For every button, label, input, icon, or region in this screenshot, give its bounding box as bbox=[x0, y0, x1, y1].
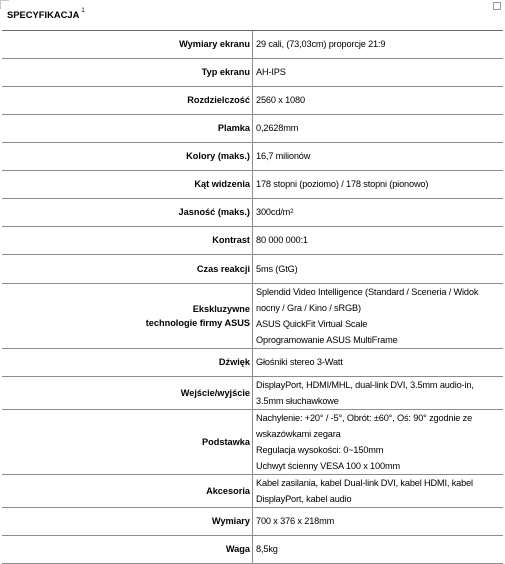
spec-value bbox=[256, 64, 503, 80]
table-row bbox=[2, 535, 503, 563]
table-row bbox=[2, 226, 503, 254]
spec-value-text: Regulacja wysokości: 0~150mm bbox=[256, 444, 384, 455]
spec-value bbox=[256, 316, 503, 332]
spec-label-cell bbox=[2, 58, 253, 86]
spec-value-text: 700 x 376 x 218mm bbox=[256, 516, 335, 526]
spec-label-cell bbox=[2, 474, 253, 507]
spec-label: technologie firmy ASUS bbox=[145, 317, 250, 328]
spec-label: Wejście/wyjście bbox=[180, 387, 250, 398]
spec-value bbox=[256, 513, 503, 529]
spec-label-cell bbox=[2, 198, 253, 226]
spec-value-cell bbox=[253, 409, 504, 474]
spec-label-cell bbox=[2, 507, 253, 535]
spec-label: Kolory (maks.) bbox=[186, 151, 250, 161]
spec-value bbox=[256, 176, 503, 192]
spec-label-cell bbox=[2, 376, 253, 409]
spec-label: Czas reakcji bbox=[196, 263, 250, 274]
spec-value-cell bbox=[253, 254, 504, 283]
table-row bbox=[2, 114, 503, 142]
spec-value bbox=[256, 232, 503, 248]
spec-value-text: Kabel zasilania, kabel Dual-link DVI, kabel HDMI, kabel DisplayPort, kabel audio bbox=[256, 477, 473, 504]
table-row bbox=[2, 58, 503, 86]
spec-value-cell bbox=[253, 474, 504, 507]
spec-value-text: Głośniki stereo 3-Watt bbox=[256, 357, 343, 367]
unit-superscript: 2 bbox=[290, 209, 294, 215]
spec-value-cell bbox=[253, 170, 504, 198]
spec-label-cell bbox=[2, 170, 253, 198]
spec-label-cell bbox=[2, 86, 253, 114]
spec-value bbox=[256, 377, 503, 409]
spec-table bbox=[2, 0, 503, 564]
table-row bbox=[2, 474, 503, 507]
spec-label: Wymiary bbox=[211, 516, 250, 526]
spec-value-text: AH-IPS bbox=[256, 67, 286, 77]
spec-value bbox=[256, 148, 503, 164]
table-row bbox=[2, 348, 503, 376]
spec-label-cell bbox=[2, 114, 253, 142]
spec-body bbox=[2, 30, 503, 563]
spec-value bbox=[256, 475, 503, 507]
spec-label: Rozdzielczość bbox=[187, 95, 250, 105]
spec-value-text: 29 cali, (73,03cm) proporcje 21:9 bbox=[256, 39, 386, 49]
spec-value-cell bbox=[253, 58, 504, 86]
spec-value-cell bbox=[253, 142, 504, 170]
spec-label-cell bbox=[2, 409, 253, 474]
spec-value bbox=[256, 261, 503, 277]
spec-label: Ekskluzywne bbox=[192, 303, 250, 314]
spec-label: Podstawka bbox=[202, 436, 250, 447]
spec-value-cell bbox=[253, 30, 504, 58]
spec-value-text: Uchwyt ścienny VESA 100 x 100mm bbox=[256, 460, 400, 471]
spec-label-cell bbox=[2, 254, 253, 283]
footnote-mark: 1 bbox=[81, 8, 85, 15]
spec-value-cell bbox=[253, 226, 504, 254]
spec-value-text: 16,7 milionów bbox=[256, 151, 311, 161]
spec-value-text: 300cd/m bbox=[256, 207, 291, 217]
spec-value-cell bbox=[253, 114, 504, 142]
spec-value-text: Splendid Video Intelligence (Standard / Sceneria / Widok nocny / Gra / Kino / sRGB) bbox=[256, 286, 479, 313]
spec-value-text: 2560 x 1080 bbox=[256, 95, 305, 105]
spec-label-cell bbox=[2, 226, 253, 254]
table-row bbox=[2, 254, 503, 283]
table-row bbox=[2, 376, 503, 409]
spec-label-cell bbox=[2, 283, 253, 348]
table-row bbox=[2, 198, 503, 226]
spec-value bbox=[256, 354, 503, 370]
spec-label-cell bbox=[2, 535, 253, 563]
spec-value-text: 178 stopni (poziomo) / 178 stopni (pionowo) bbox=[256, 179, 429, 189]
spec-value bbox=[256, 204, 503, 220]
table-row bbox=[2, 283, 503, 348]
spec-value-text: 5ms (GtG) bbox=[256, 263, 298, 274]
spec-value-text: Oprogramowanie ASUS MultiFrame bbox=[256, 334, 398, 345]
spec-value-cell bbox=[253, 86, 504, 114]
table-row bbox=[2, 170, 503, 198]
spec-label: Akcesoria bbox=[206, 485, 250, 496]
spec-value bbox=[256, 120, 503, 136]
spec-value bbox=[256, 541, 503, 557]
spec-value-cell bbox=[253, 507, 504, 535]
spec-value bbox=[256, 92, 503, 108]
spec-value-cell bbox=[253, 535, 504, 563]
spec-label-cell bbox=[2, 142, 253, 170]
spec-value-cell bbox=[253, 348, 504, 376]
spec-label-cell bbox=[2, 30, 253, 58]
spec-label: Typ ekranu bbox=[201, 67, 250, 77]
spec-value bbox=[256, 284, 503, 316]
spec-value-cell bbox=[253, 376, 504, 409]
spec-value bbox=[256, 36, 503, 52]
spec-label: Dźwięk bbox=[218, 357, 250, 367]
spec-value-text: 0,2628mm bbox=[256, 123, 299, 133]
spec-value-text: 80 000 000:1 bbox=[256, 235, 308, 245]
spec-value-text: Nachylenie: +20° / -5°, Obrót: ±60°, Oś: 90° zgodnie ze wskazówkami zegara bbox=[256, 412, 473, 439]
spec-value-text: 8,5kg bbox=[256, 544, 278, 554]
spec-value-cell bbox=[253, 198, 504, 226]
table-row bbox=[2, 142, 503, 170]
spec-label: Jasność (maks.) bbox=[178, 207, 250, 217]
table-header-cell bbox=[2, 0, 503, 30]
spec-value-text: ASUS QuickFit Virtual Scale bbox=[256, 318, 368, 329]
spec-value bbox=[256, 442, 503, 458]
spec-label: Plamka bbox=[217, 123, 250, 133]
spec-value-cell bbox=[253, 283, 504, 348]
spec-label: Kontrast bbox=[212, 235, 250, 245]
spec-label: Wymiary ekranu bbox=[179, 39, 250, 49]
spec-title bbox=[2, 9, 85, 20]
spec-value bbox=[256, 332, 503, 348]
spec-title-text: SPECYFIKACJA bbox=[7, 9, 80, 21]
table-row bbox=[2, 30, 503, 58]
spec-label: Kąt widzenia bbox=[194, 179, 250, 189]
spec-label-cell bbox=[2, 348, 253, 376]
spec-value-text: DisplayPort, HDMI/MHL, dual-link DVI, 3.5mm audio-in, 3.5mm słuchawkowe bbox=[256, 379, 474, 406]
table-row bbox=[2, 507, 503, 535]
spec-value bbox=[256, 458, 503, 474]
spec-value bbox=[256, 410, 503, 442]
table-row bbox=[2, 86, 503, 114]
table-row bbox=[2, 409, 503, 474]
table-header-row bbox=[2, 0, 503, 30]
spec-label: Waga bbox=[225, 544, 250, 554]
